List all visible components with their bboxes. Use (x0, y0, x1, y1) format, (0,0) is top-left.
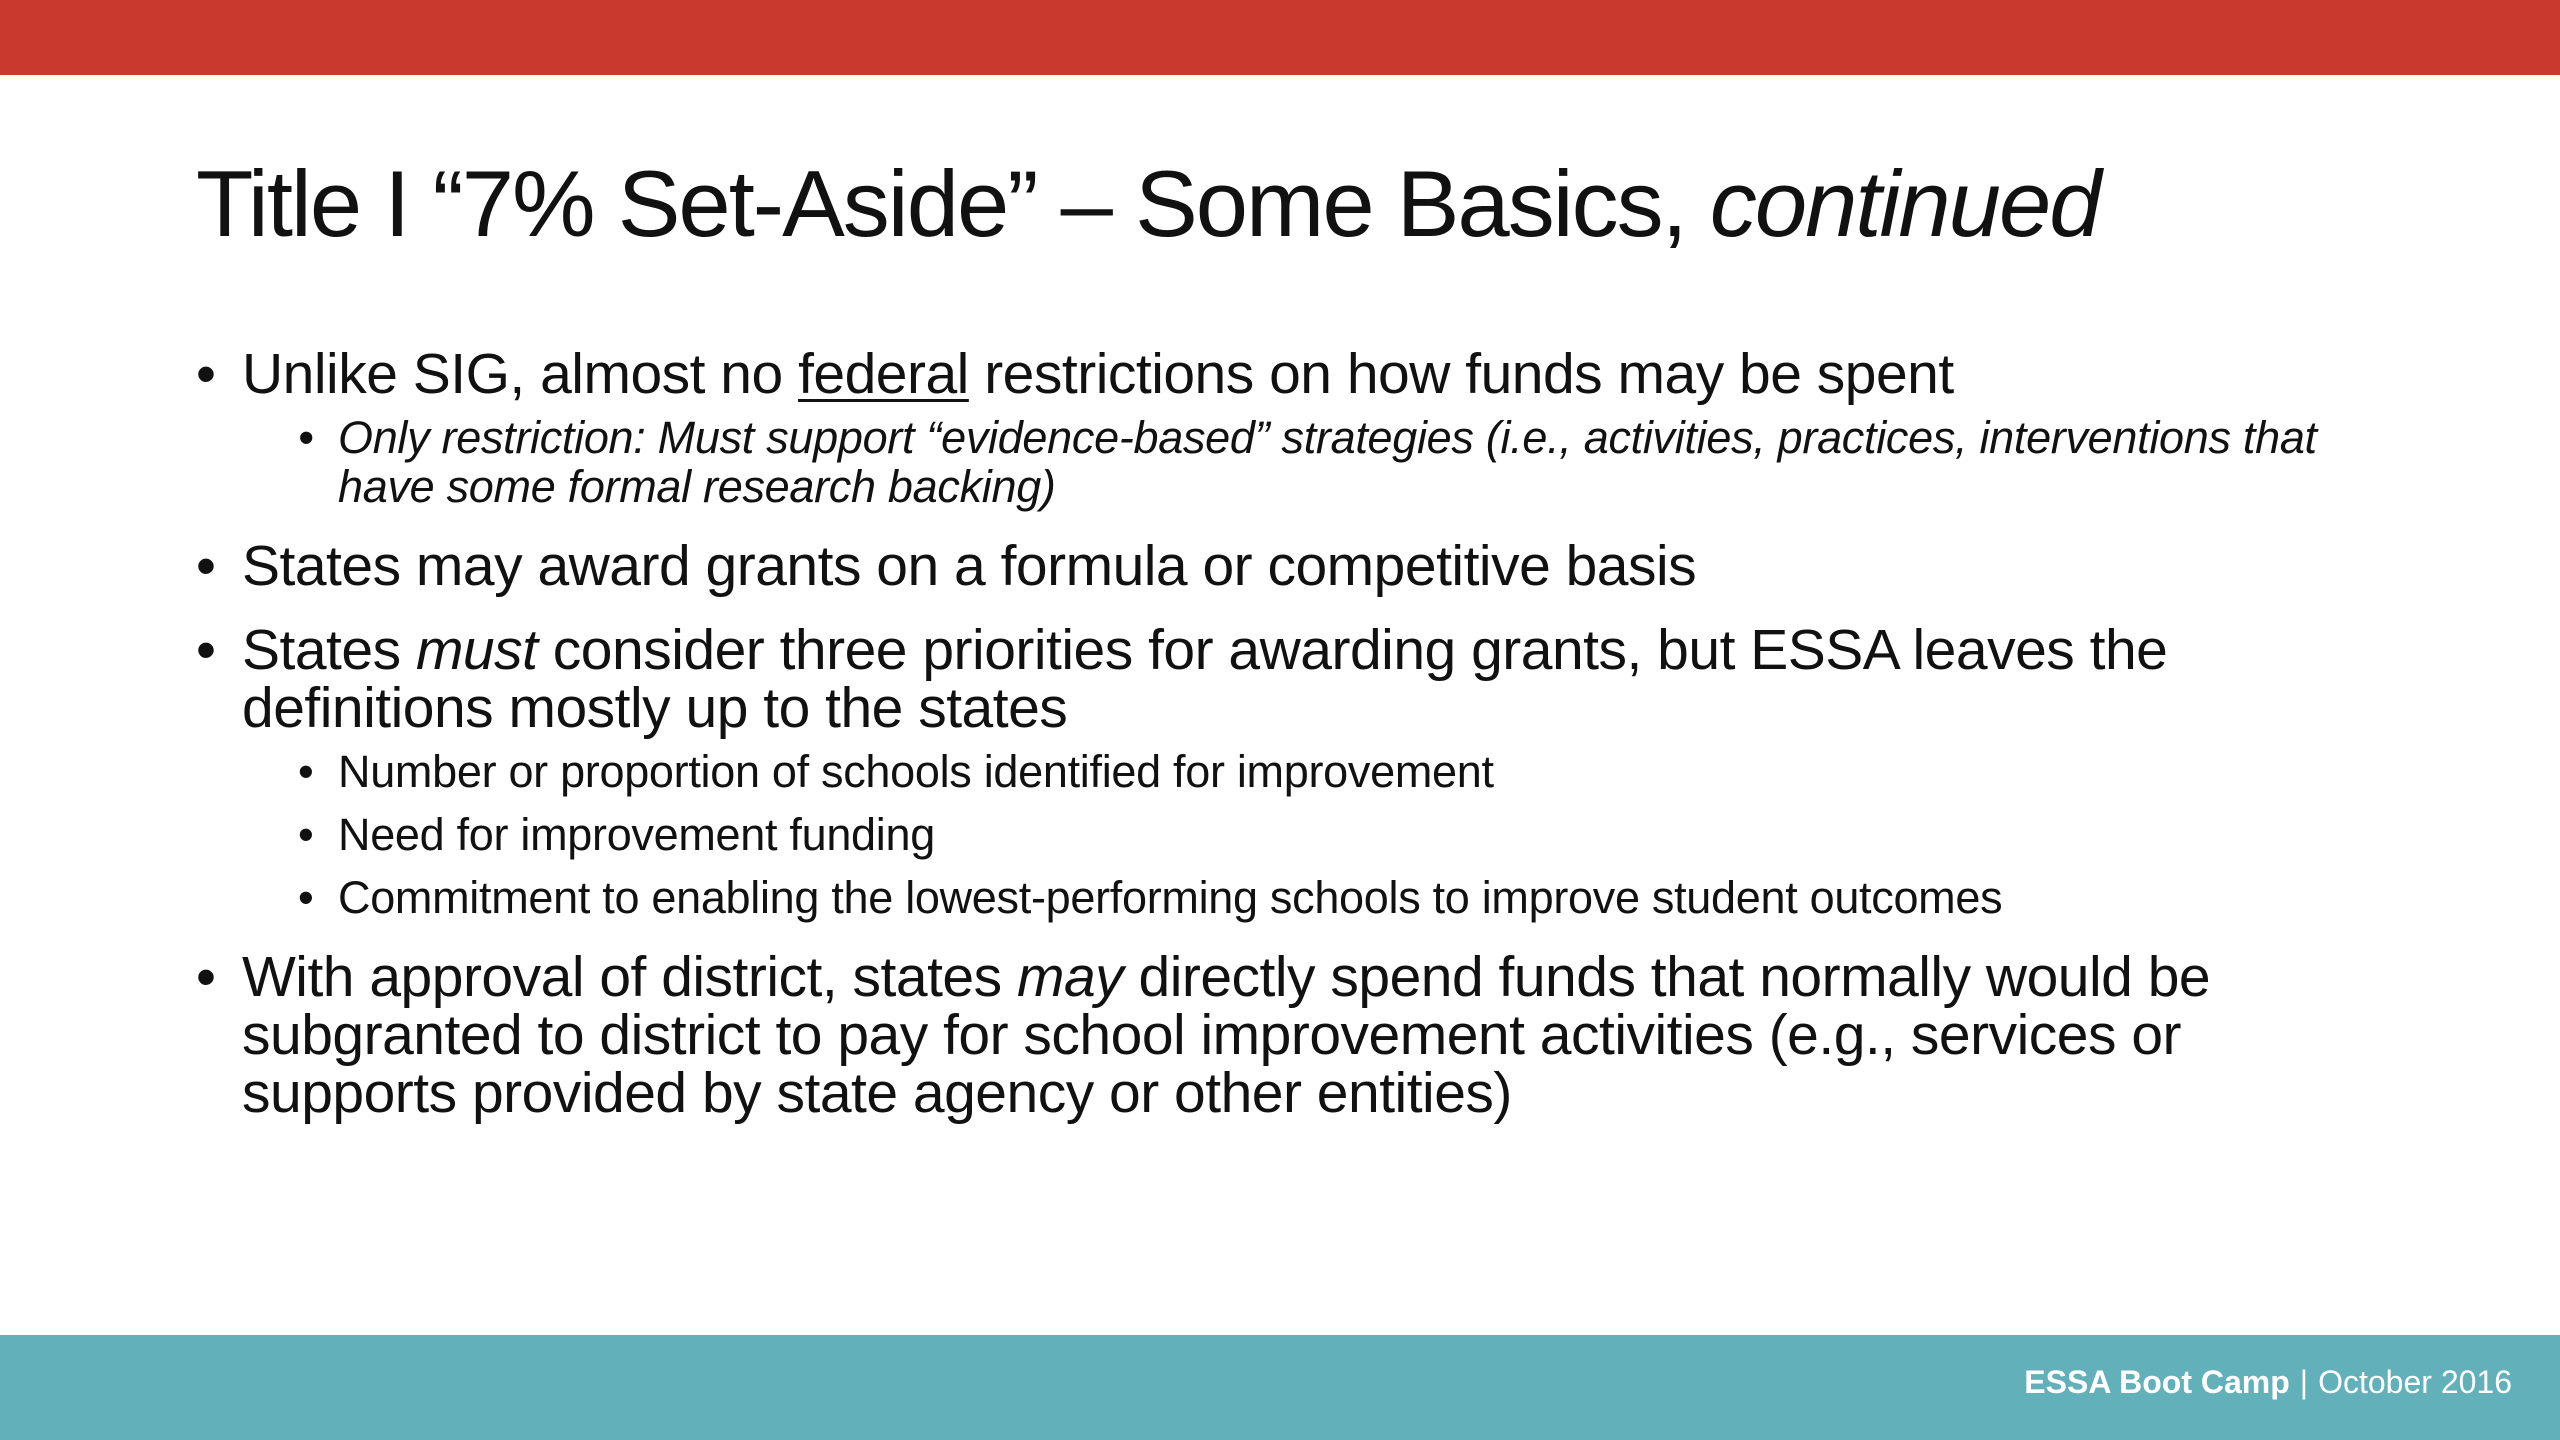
bullet-text: States may award grants on a formula or competitive basis (242, 534, 1697, 598)
footer-caption (2024, 1364, 2512, 1401)
bullet-text: With approval of district, states (242, 945, 1017, 1009)
footer-separator: | (2299, 1364, 2309, 1400)
bullet-text: States (242, 618, 416, 682)
bullet-priorities (196, 618, 2356, 923)
bullet-text: restrictions on how funds may be spent (968, 342, 1954, 406)
sub-bullet-number-of-schools: • Number or proportion of schools identified for improvement (242, 747, 2356, 796)
sub-bullet-list (242, 747, 2356, 922)
bullet-list (196, 342, 2356, 1148)
footer-date: October 2016 (2318, 1364, 2512, 1400)
bullet-direct-spend (196, 945, 2356, 1125)
sub-bullet-evidence-based: • Only restriction: Must support “evidence-based” strategies (i.e., activities, practices, interventions that have some formal research backing) (242, 413, 2356, 511)
title-main: Title I “7% Set-Aside” – Some Basics, (196, 151, 1710, 256)
footer-event: ESSA Boot Camp (2024, 1364, 2290, 1400)
sub-bullet-commitment: • Commitment to enabling the lowest-performing schools to improve student outcomes (242, 873, 2356, 922)
bullet-federal-restrictions (196, 342, 2356, 512)
sub-bullet-need-funding: • Need for improvement funding (242, 810, 2356, 859)
emphasis-word: may (1016, 945, 1124, 1009)
bullet-text: Unlike SIG, almost no (242, 342, 799, 406)
bullet-text: consider three priorities for awarding grants, but ESSA leaves the definitions mostly up to the states (242, 618, 2168, 740)
underlined-word: federal (798, 342, 969, 406)
emphasis-word: must (415, 618, 538, 682)
title-italic: continued (1709, 151, 2100, 256)
bullet-award-basis (196, 534, 2356, 598)
top-accent-bar (0, 0, 2560, 75)
sub-bullet-list (242, 413, 2356, 511)
slide-title (196, 152, 2100, 255)
bullet-text: directly spend funds that normally would be subgranted to district to pay for school improvement activities (e.g., services or supports provided by state agency or other entities) (242, 945, 2211, 1125)
